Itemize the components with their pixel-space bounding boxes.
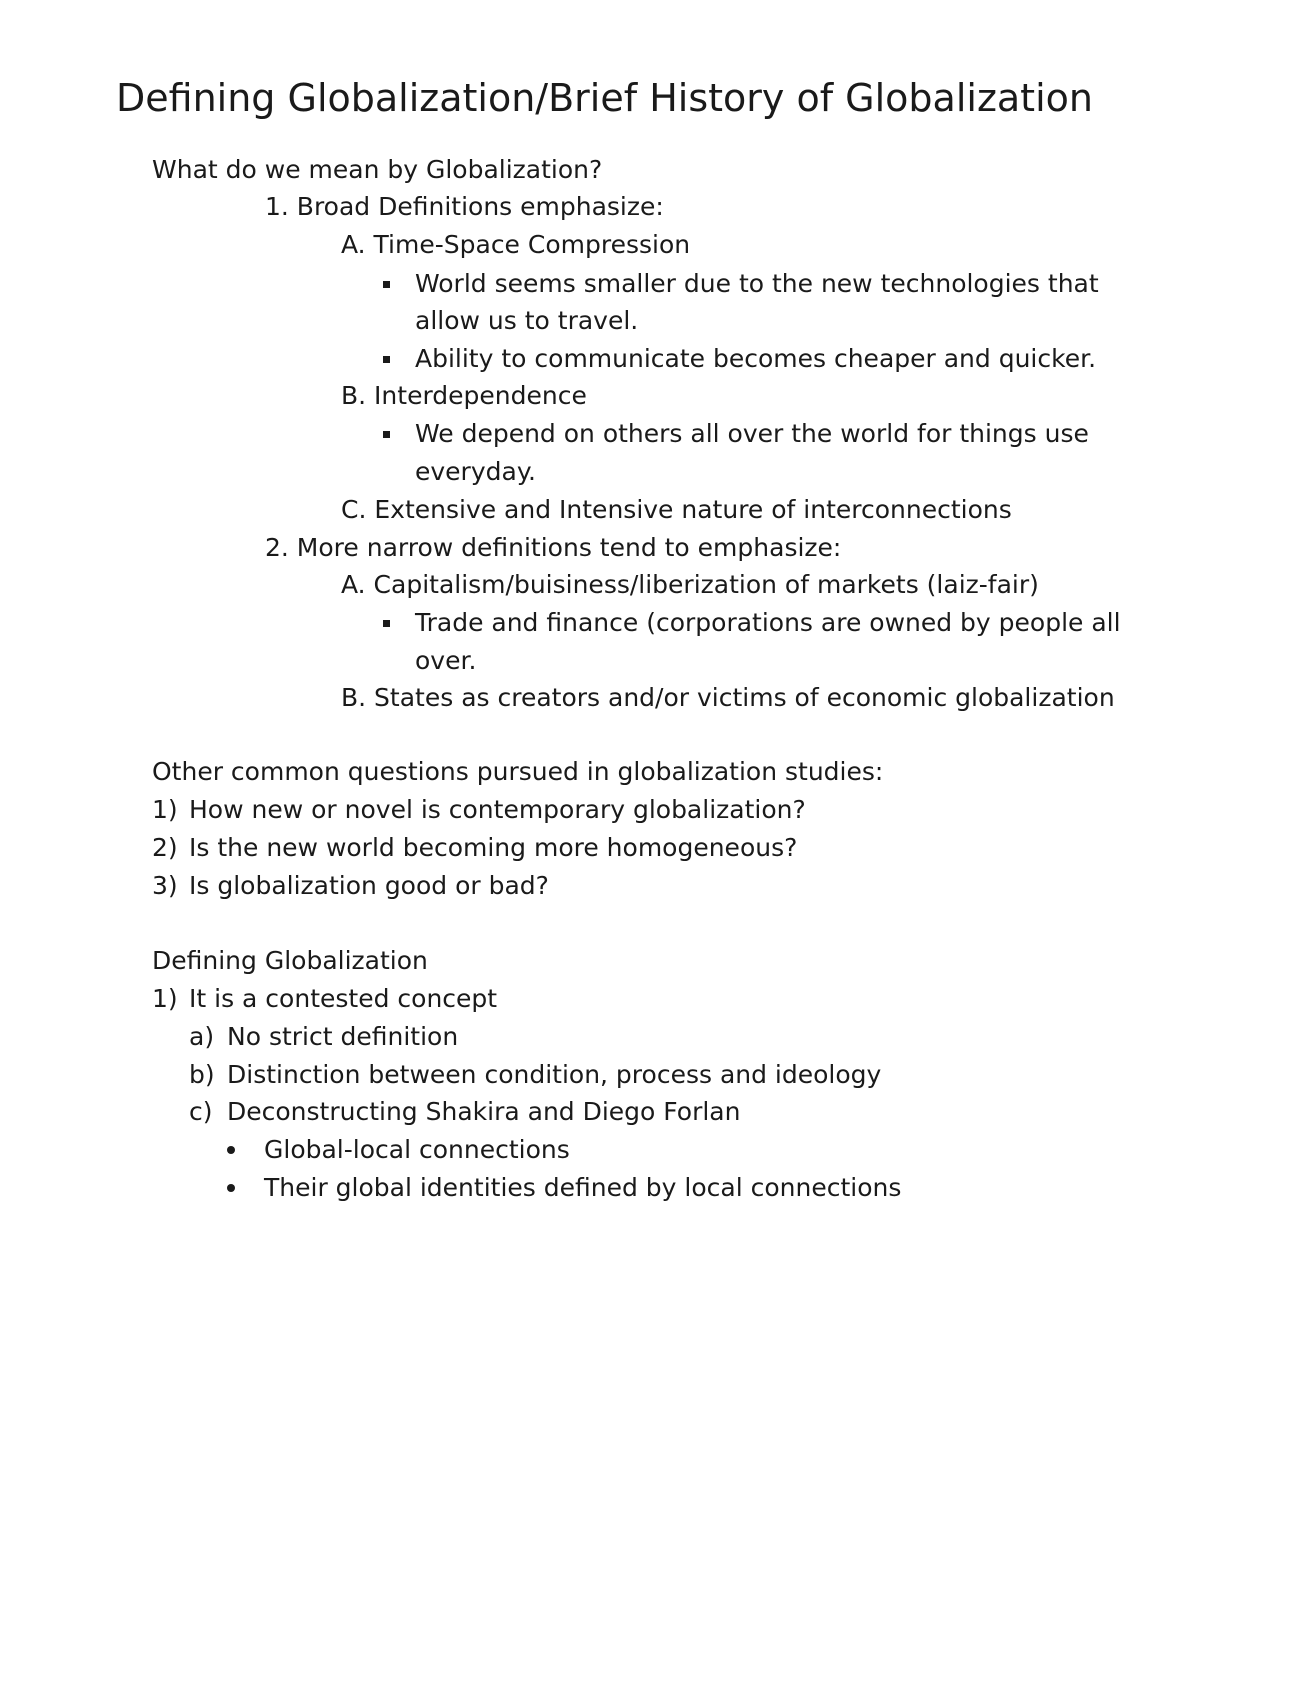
bullet-text: allow us to travel. — [415, 306, 639, 335]
list-item: B. States as creators and/or victims of economic globalization — [341, 683, 1115, 712]
bullet-text: We depend on others all over the world for things use — [415, 419, 1089, 448]
list-item: No strict definition — [227, 1022, 459, 1051]
bullet-text: Ability to communicate becomes cheaper and quicker. — [415, 344, 1097, 373]
round-bullet-icon — [227, 1146, 235, 1154]
section-heading: What do we mean by Globalization? — [152, 155, 603, 184]
list-item: Deconstructing Shakira and Diego Forlan — [227, 1097, 741, 1126]
square-bullet-icon — [383, 620, 390, 627]
list-letter: a) — [189, 1022, 215, 1051]
list-item: 2. More narrow definitions tend to emphasize: — [265, 533, 842, 562]
list-item: It is a contested concept — [189, 984, 498, 1013]
list-item: Distinction between condition, process and ideology — [227, 1060, 882, 1089]
list-letter: c) — [189, 1097, 213, 1126]
list-number: 1) — [152, 984, 178, 1013]
square-bullet-icon — [383, 281, 390, 288]
bullet-text: Their global identities defined by local connections — [264, 1173, 902, 1202]
section-heading: Defining Globalization — [152, 946, 428, 975]
list-number: 3) — [152, 871, 178, 900]
bullet-text: Global-local connections — [264, 1135, 570, 1164]
list-item: C. Extensive and Intensive nature of interconnections — [341, 495, 1012, 524]
list-item: 1. Broad Definitions emphasize: — [265, 192, 664, 221]
list-item: B. Interdependence — [341, 381, 587, 410]
list-number: 2) — [152, 833, 178, 862]
square-bullet-icon — [383, 356, 390, 363]
bullet-text: everyday. — [415, 457, 536, 486]
list-item: Is the new world becoming more homogeneous? — [189, 833, 798, 862]
square-bullet-icon — [383, 431, 390, 438]
list-item: Is globalization good or bad? — [189, 871, 549, 900]
round-bullet-icon — [227, 1184, 235, 1192]
bullet-text: World seems smaller due to the new technologies that — [415, 269, 1099, 298]
list-number: 1) — [152, 795, 178, 824]
list-letter: b) — [189, 1060, 215, 1089]
page-title: Defining Globalization/Brief History of Globalization — [116, 76, 1093, 120]
section-heading: Other common questions pursued in globalization studies: — [152, 757, 884, 786]
list-item: A. Capitalism/buisiness/liberization of markets (laiz-fair) — [341, 570, 1039, 599]
list-item: A. Time-Space Compression — [341, 230, 691, 259]
bullet-text: Trade and finance (corporations are owned by people all — [415, 608, 1121, 637]
list-item: How new or novel is contemporary globalization? — [189, 795, 806, 824]
bullet-text: over. — [415, 646, 477, 675]
